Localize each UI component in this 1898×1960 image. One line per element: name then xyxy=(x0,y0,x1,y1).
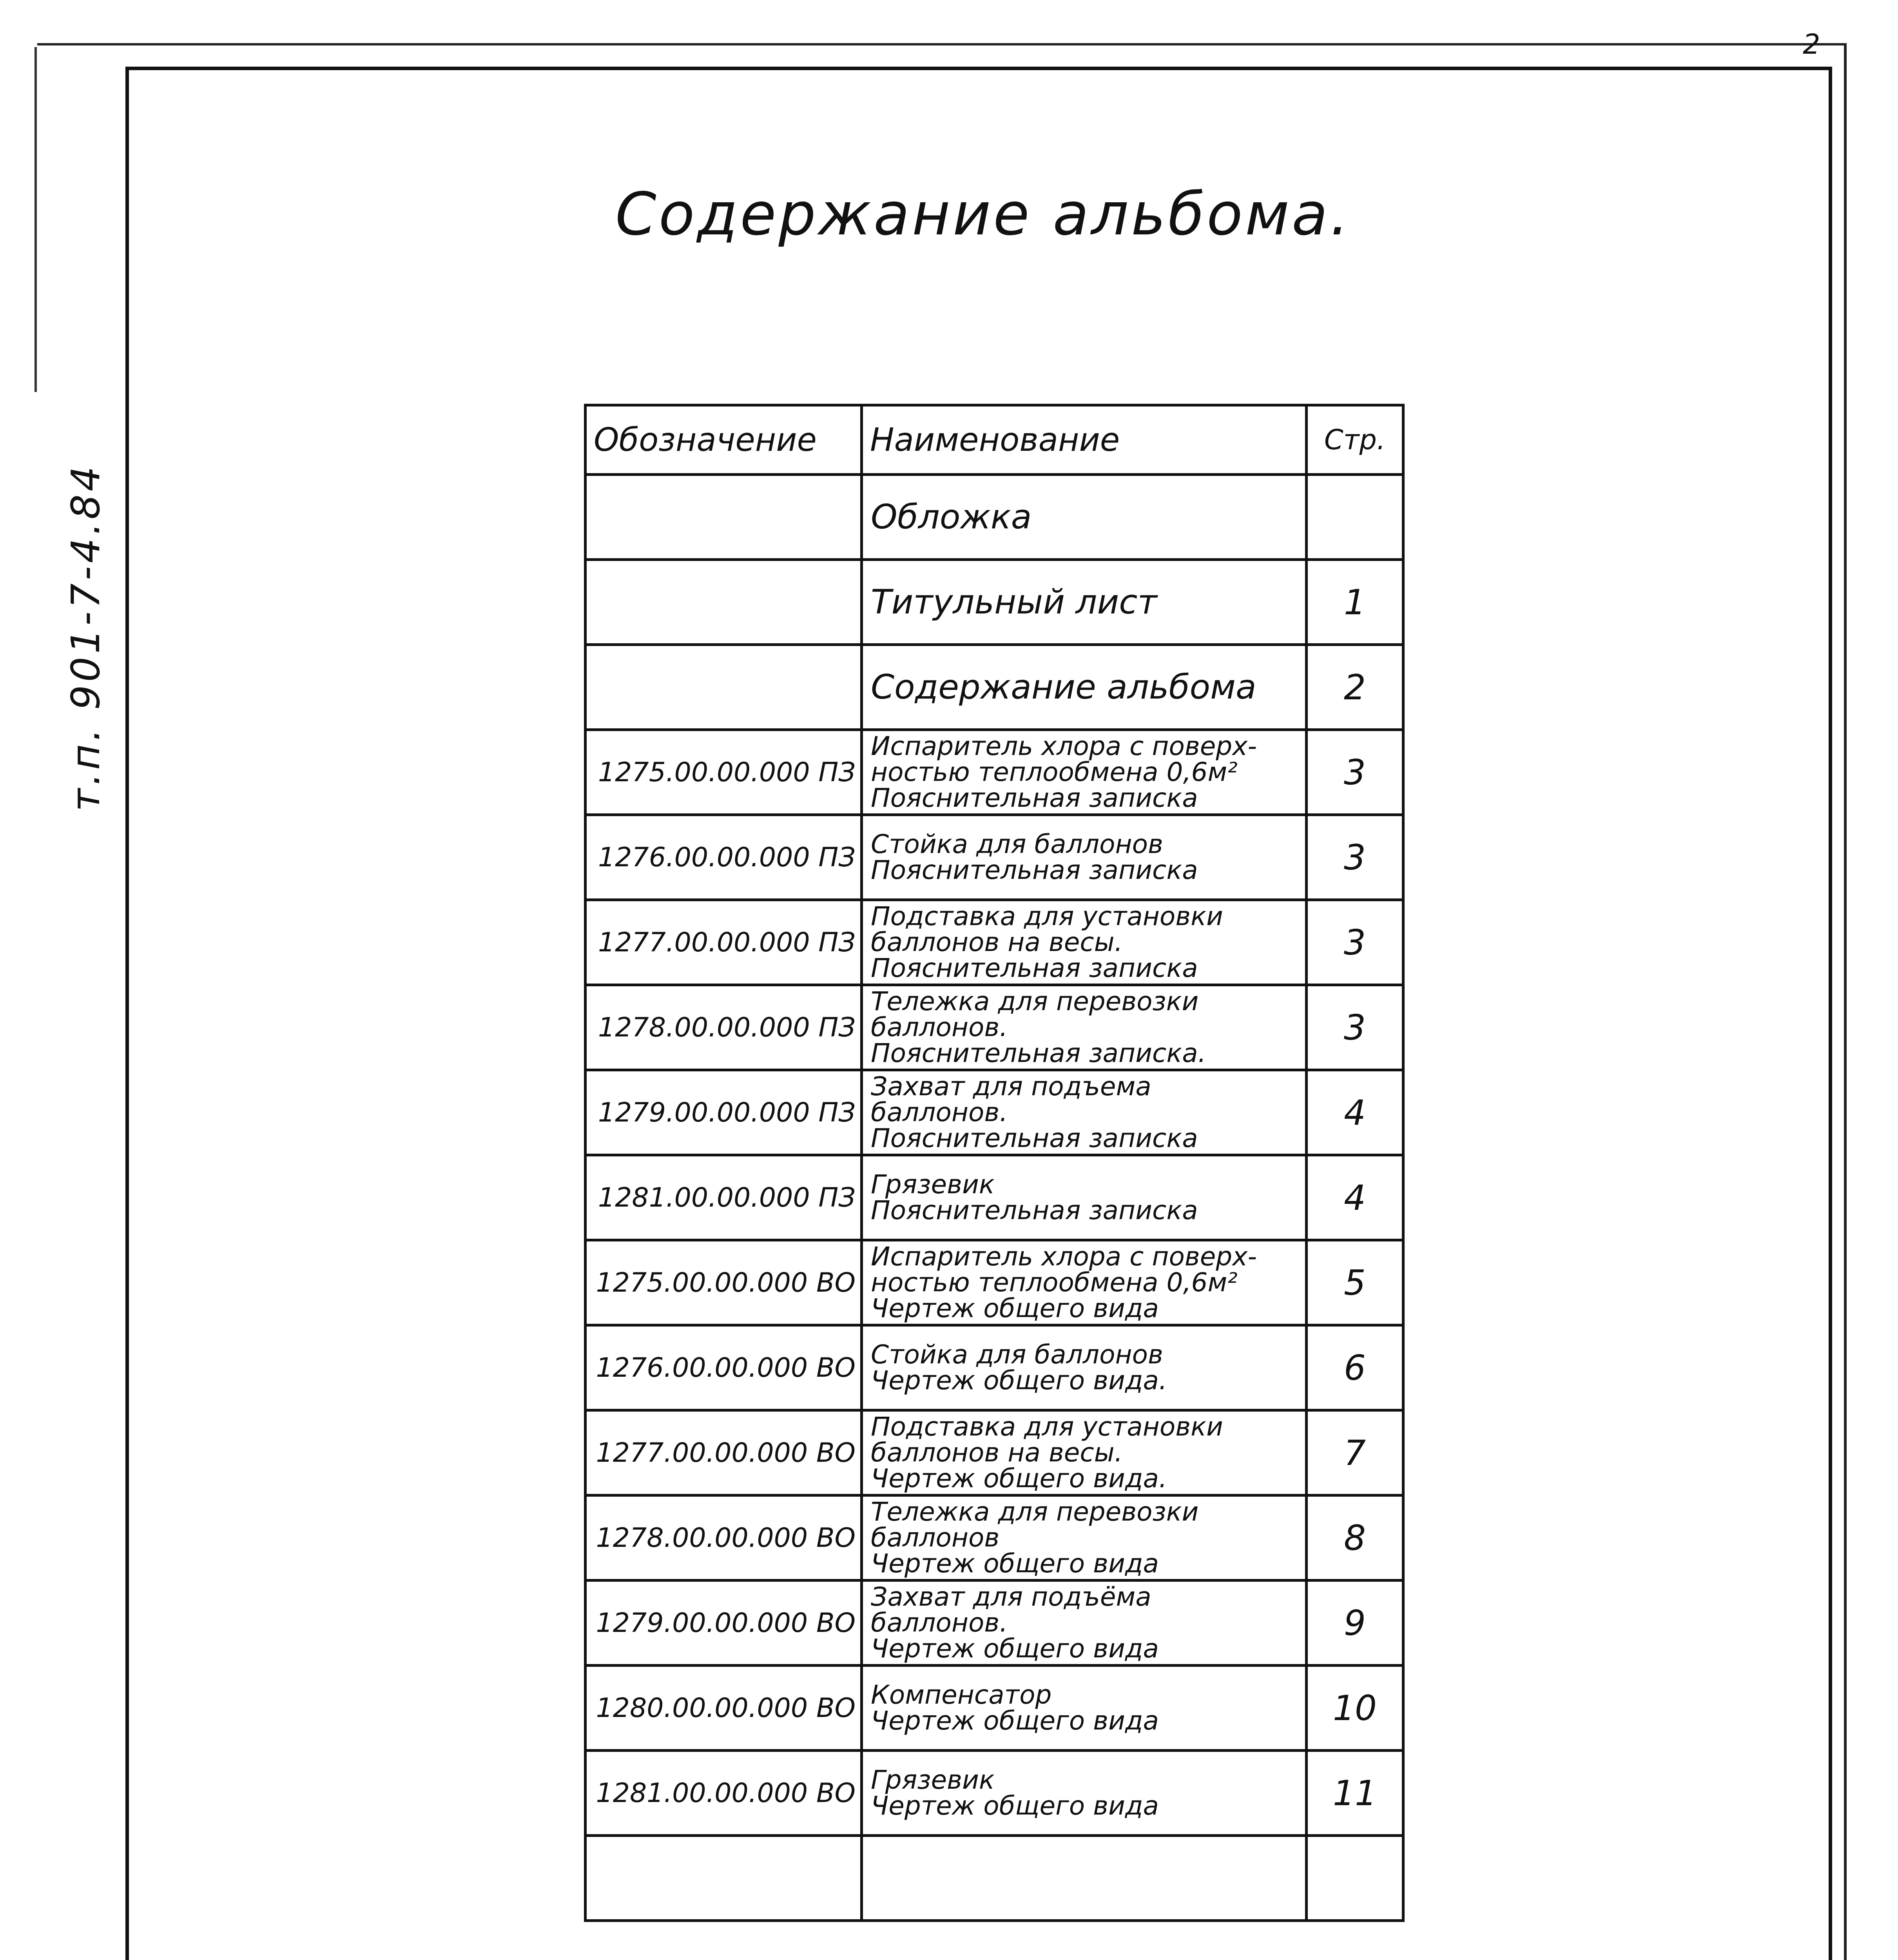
row-name-line: Чертеж общего вида xyxy=(871,1791,1159,1821)
row-page: 4 xyxy=(1307,1155,1403,1240)
row-designation: 1281.00.00.000 ВО xyxy=(586,1751,862,1836)
table-row xyxy=(586,560,1403,645)
table-row xyxy=(586,1155,1403,1240)
table-row xyxy=(586,475,1403,560)
row-designation: 1277.00.00.000 ПЗ xyxy=(586,900,862,985)
table-header-row xyxy=(586,405,1403,475)
row-name-line: Стойка для баллонов xyxy=(871,829,1163,859)
row-designation: 1278.00.00.000 ПЗ xyxy=(586,985,862,1070)
contents-table xyxy=(584,404,1405,1922)
row-name-line: баллонов. xyxy=(871,1608,1008,1638)
table-row xyxy=(586,1495,1403,1581)
row-designation: 1276.00.00.000 ВО xyxy=(586,1325,862,1410)
row-designation: 1277.00.00.000 ВО xyxy=(586,1410,862,1495)
row-designation: 1278.00.00.000 ВО xyxy=(586,1495,862,1581)
row-name-line: баллонов xyxy=(871,1523,1000,1553)
row-name xyxy=(862,900,1307,985)
row-name-line: баллонов. xyxy=(871,1012,1008,1042)
row-name-line: Грязевик xyxy=(871,1765,995,1795)
row-name xyxy=(862,645,1307,730)
row-name xyxy=(862,560,1307,645)
row-name-line: Захват для подъема xyxy=(871,1071,1151,1102)
page-title: Содержание альбома. xyxy=(615,180,1351,249)
row-name-line: Чертеж общего вида xyxy=(871,1293,1159,1323)
row-name xyxy=(862,1751,1307,1836)
row-name-line: баллонов на весы. xyxy=(871,1437,1123,1468)
row-page: 8 xyxy=(1307,1495,1403,1581)
table-row xyxy=(586,1581,1403,1666)
table-row xyxy=(586,1836,1403,1921)
row-name-line: Чертеж общего вида xyxy=(871,1706,1159,1736)
row-name-line: Компенсатор xyxy=(871,1680,1052,1710)
row-page: 3 xyxy=(1307,900,1403,985)
table-row xyxy=(586,1070,1403,1155)
row-name xyxy=(862,1325,1307,1410)
header-designation: Обозначение xyxy=(586,405,862,475)
row-page xyxy=(1307,475,1403,560)
row-name-line: Содержание альбома xyxy=(871,668,1256,707)
row-name-line: Обложка xyxy=(871,497,1032,537)
row-name xyxy=(862,985,1307,1070)
row-name-line: Испаритель хлора с поверх- xyxy=(871,1241,1257,1272)
row-name xyxy=(862,475,1307,560)
table-row xyxy=(586,730,1403,815)
row-designation: 1279.00.00.000 ПЗ xyxy=(586,1070,862,1155)
header-name: Наименование xyxy=(862,405,1307,475)
row-page: 3 xyxy=(1307,985,1403,1070)
row-designation xyxy=(586,560,862,645)
row-designation: 1281.00.00.000 ПЗ xyxy=(586,1155,862,1240)
table-row xyxy=(586,1751,1403,1836)
table-row xyxy=(586,1325,1403,1410)
table-row xyxy=(586,1410,1403,1495)
row-name-line: Подставка для установки xyxy=(871,1412,1223,1442)
row-designation: 1279.00.00.000 ВО xyxy=(586,1581,862,1666)
project-code-vertical: т.п. 901-7-4.84 xyxy=(63,463,109,811)
row-name-line: баллонов на весы. xyxy=(871,927,1123,957)
row-page: 7 xyxy=(1307,1410,1403,1495)
row-page: 3 xyxy=(1307,815,1403,900)
row-page: 10 xyxy=(1307,1666,1403,1751)
row-name-line: Пояснительная записка xyxy=(871,1195,1198,1225)
row-page xyxy=(1307,1836,1403,1921)
row-name xyxy=(862,1666,1307,1751)
row-designation xyxy=(586,475,862,560)
row-page: 1 xyxy=(1307,560,1403,645)
row-designation: 1275.00.00.000 ПЗ xyxy=(586,730,862,815)
row-name-line: Грязевик xyxy=(871,1169,995,1200)
row-name-line: Испаритель хлора с поверх- xyxy=(871,731,1257,761)
row-name-line: ностью теплообмена 0,6м² xyxy=(871,1267,1238,1298)
row-name xyxy=(862,1581,1307,1666)
table-row xyxy=(586,645,1403,730)
row-designation: 1275.00.00.000 ВО xyxy=(586,1240,862,1325)
row-name-line: Пояснительная записка. xyxy=(871,1038,1206,1068)
row-name xyxy=(862,1155,1307,1240)
row-name-line: баллонов. xyxy=(871,1097,1008,1127)
row-name-line: Пояснительная записка xyxy=(871,953,1198,983)
row-name xyxy=(862,815,1307,900)
sheet-edge-left xyxy=(34,47,37,392)
row-page: 9 xyxy=(1307,1581,1403,1666)
sheet-number: 2 xyxy=(1803,28,1820,60)
row-designation xyxy=(586,645,862,730)
row-page: 2 xyxy=(1307,645,1403,730)
table-row xyxy=(586,985,1403,1070)
row-designation: 1280.00.00.000 ВО xyxy=(586,1666,862,1751)
table-row xyxy=(586,1666,1403,1751)
row-name xyxy=(862,1240,1307,1325)
row-name-line: Чертеж общего вида. xyxy=(871,1365,1167,1396)
row-name xyxy=(862,1410,1307,1495)
row-name-line: ностью теплообмена 0,6м² xyxy=(871,757,1238,787)
row-page: 11 xyxy=(1307,1751,1403,1836)
row-page: 5 xyxy=(1307,1240,1403,1325)
table-row xyxy=(586,900,1403,985)
row-name-line: Тележка для перевозки xyxy=(871,986,1199,1016)
row-name-line: Чертеж общего вида xyxy=(871,1633,1159,1664)
row-name-line: Чертеж общего вида. xyxy=(871,1463,1167,1494)
table-row xyxy=(586,815,1403,900)
contents-rows xyxy=(586,475,1403,1921)
row-name-line: Титульный лист xyxy=(871,583,1157,622)
row-page: 6 xyxy=(1307,1325,1403,1410)
row-page: 3 xyxy=(1307,730,1403,815)
row-name xyxy=(862,1495,1307,1581)
row-name xyxy=(862,1836,1307,1921)
table-row xyxy=(586,1240,1403,1325)
row-name-line: Чертеж общего вида xyxy=(871,1548,1159,1579)
row-name-line: Подставка для установки xyxy=(871,901,1223,931)
row-name xyxy=(862,730,1307,815)
row-page: 4 xyxy=(1307,1070,1403,1155)
row-name-line: Захват для подъёма xyxy=(871,1582,1151,1612)
row-name xyxy=(862,1070,1307,1155)
row-name-line: Пояснительная записка xyxy=(871,1123,1198,1153)
row-name-line: Тележка для перевозки xyxy=(871,1497,1199,1527)
row-name-line: Пояснительная записка xyxy=(871,855,1198,885)
row-designation: 1276.00.00.000 ПЗ xyxy=(586,815,862,900)
row-name-line: Пояснительная записка xyxy=(871,783,1198,813)
header-page: Стр. xyxy=(1307,405,1403,475)
row-designation xyxy=(586,1836,862,1921)
row-name-line: Стойка для баллонов xyxy=(871,1339,1163,1370)
